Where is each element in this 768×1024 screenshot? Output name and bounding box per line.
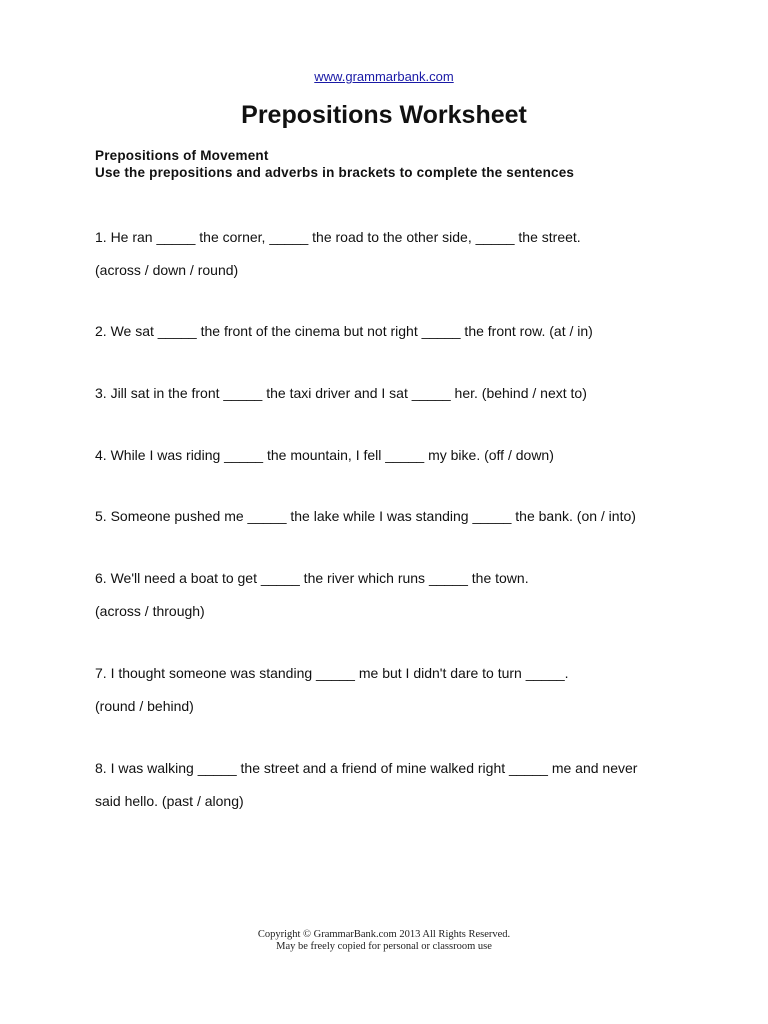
question-3-text: 3. Jill sat in the front _____ the taxi driver and I sat _____ her. (behind / next to) [95, 385, 587, 401]
question-1-options: (across / down / round) [95, 262, 239, 278]
question-7-options: (round / behind) [95, 698, 194, 714]
question-8-continued: said hello. (past / along) [95, 793, 244, 809]
question-4-text: 4. While I was riding _____ the mountain, I fell _____ my bike. (off / down) [95, 447, 554, 463]
instructions: Use the prepositions and adverbs in brackets to complete the sentences [95, 165, 575, 180]
page-title: Prepositions Worksheet [241, 101, 527, 129]
site-link[interactable]: www.grammarbank.com [314, 69, 454, 84]
question-2-text: 2. We sat _____ the front of the cinema but not right _____ the front row. (at / in) [95, 323, 593, 339]
question-6-options: (across / through) [95, 603, 205, 619]
copyright-notice: Copyright © GrammarBank.com 2013 All Rights Reserved. [257, 929, 511, 940]
question-1-text: 1. He ran _____ the corner, _____ the road to the other side, _____ the street. [95, 229, 581, 245]
question-6-text: 6. We'll need a boat to get _____ the river which runs _____ the town. [95, 570, 529, 586]
question-8-text: 8. I was walking _____ the street and a friend of mine walked right _____ me and never [95, 760, 638, 776]
section-heading: Prepositions of Movement [95, 148, 269, 163]
question-5-text: 5. Someone pushed me _____ the lake while I was standing _____ the bank. (on / into) [95, 508, 636, 524]
usage-note: May be freely copied for personal or classroom use [276, 941, 492, 952]
question-7-text: 7. I thought someone was standing _____ me but I didn't dare to turn _____. [95, 665, 569, 681]
